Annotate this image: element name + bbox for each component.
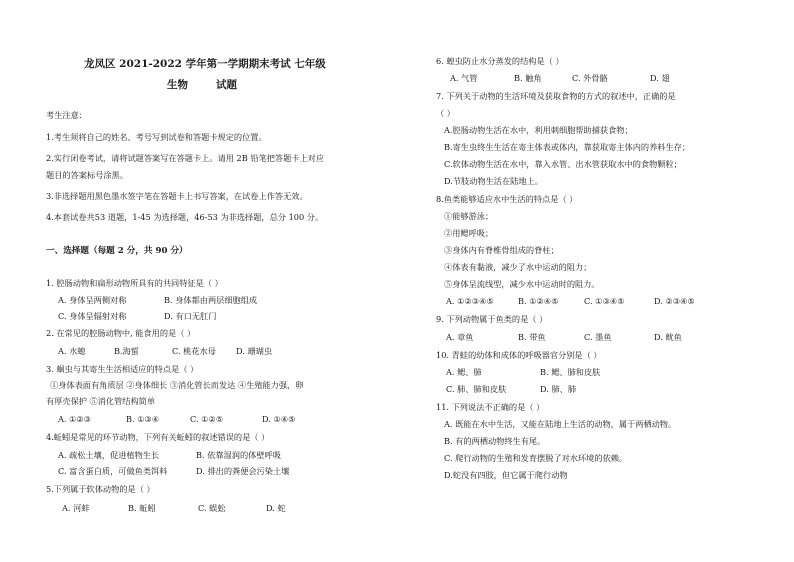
option: D. 鱿鱼 [654, 332, 682, 342]
question-stem: 11. 下列说法不正确的是（ ） [436, 402, 545, 412]
option: D. 肺、肺 [540, 384, 577, 394]
question-item: B.寄生虫终生生活在寄主体表或体内，靠获取寄主体内的养料生存； [444, 142, 691, 152]
question-item: ②用鳃呼吸； [444, 228, 494, 238]
option: B. 触角 [514, 73, 542, 83]
option: A. ①②③ [58, 414, 92, 424]
question-stem: 10. 青蛙的幼体和成体的呼吸器官分别是（ ） [436, 350, 602, 360]
question-stem: 6. 蝗虫防止水分蒸发的结构是（ ） [436, 56, 564, 66]
exam-title: 龙凤区 2021-2022 学年第一学期期末考试 七年级 [84, 58, 326, 70]
question-item: ④体表有黏液，减少了水中运动的阻力； [444, 262, 592, 272]
question-stem: 4.蚯蚓是常见的环节动物，下列有关蚯蚓的叙述错误的是（ ） [46, 432, 270, 442]
option: B. ①②④⑤ [518, 296, 559, 306]
option: A. 疏松土壤，促进植物生长 [58, 450, 160, 460]
option: D. 蛇 [266, 503, 286, 513]
question-item: D.节肢动物生活在陆地上。 [444, 176, 543, 186]
exam-paper: 试题 [216, 79, 237, 91]
option: D. ①④⑤ [262, 414, 296, 424]
option: B. 身体都由两层细胞组成 [164, 295, 258, 305]
option: A. 章鱼 [446, 332, 474, 342]
option: A. 河蚌 [62, 503, 90, 513]
option: C. 富含蛋白质，可做鱼类饵料 [58, 466, 168, 476]
option: C. 墨鱼 [584, 332, 612, 342]
question-item: A. 既能在水中生活，又能在陆地上生活的动物，属于两栖动物。 [444, 419, 677, 429]
option: A. 水螅 [58, 346, 86, 356]
notice-item: 题目的答案标号涂黑。 [46, 170, 128, 180]
question-stem: 1. 腔肠动物和扁形动物所具有的共同特征是（ ） [46, 278, 223, 288]
option: A. 气管 [450, 73, 478, 83]
option: C. 桃花水母 [172, 346, 216, 356]
section-heading: 一、选择题（每题 2 分，共 90 分） [46, 246, 188, 256]
question-item: A.腔肠动物生活在水中，利用刺细胞帮助捕获食物； [444, 125, 633, 135]
question-stem: 3. 蛔虫与其寄生生活相适应的特点是（ ） [46, 364, 199, 374]
option: B. 依靠湿润的体壁呼吸 [196, 450, 281, 460]
question-line: 有厚壳保护 ⑤消化管结构简单 [46, 396, 156, 406]
question-item: C. 爬行动物的生殖和发育摆脱了对水环境的依赖。 [444, 453, 628, 463]
option: C. 蜈蚣 [198, 503, 226, 513]
notice-heading: 考生注意： [46, 110, 87, 120]
question-stem: 7. 下列关于动物的生活环境及获取食物的方式的叙述中，正确的是 [436, 91, 676, 101]
notice-item: 3.非选择题用黑色墨水签字笔在答题卡上书写答案，在试卷上作答无效。 [46, 191, 308, 201]
option: D. 珊瑚虫 [236, 346, 273, 356]
question-line: ①身体表面有角质层 ②身体细长 ③消化管长而发达 ④生殖能力强，卵 [50, 380, 304, 390]
option: C. ①②⑤ [190, 414, 224, 424]
question-item: ③身体内有脊椎骨组成的脊柱； [444, 245, 559, 255]
question-stem: 5.下列属于软体动物的是（ ） [46, 484, 155, 494]
exam-subject: 生物 [167, 79, 188, 91]
notice-item: 1.考生须将自己的姓名、考号写到试卷和答题卡规定的位置。 [46, 132, 267, 142]
question-paren: （ ） [436, 108, 455, 118]
option: D. 翅 [650, 73, 670, 83]
option: C. ①③④⑤ [584, 296, 625, 306]
option: B. ①③④ [126, 414, 160, 424]
notice-item: 2.实行闭卷考试，请将试题答案写在答题卡上。请用 2B 铅笔把答题卡上对应 [46, 153, 325, 163]
option: D. 排出的粪便会污染土壤 [196, 466, 290, 476]
option: D. 有口无肛门 [164, 311, 217, 321]
option: A. 鳃、肺 [446, 367, 482, 377]
option: A. 身体呈两侧对称 [58, 295, 127, 305]
option: C. 外骨骼 [572, 73, 608, 83]
option: B. 带鱼 [518, 332, 546, 342]
question-stem: 8.鱼类能够适应水中生活的特点是（ ） [436, 194, 578, 204]
option: B. 蚯蚓 [128, 503, 156, 513]
question-stem: 9. 下列动物属于鱼类的是（ ） [436, 314, 548, 324]
option: B.海蜇 [114, 346, 139, 356]
question-item: ①能够游泳； [444, 211, 494, 221]
question-item: D.蛇没有四肢，但它属于爬行动物 [444, 470, 568, 480]
option: C. 身体呈辐射对称 [58, 311, 127, 321]
notice-item: 4.本套试卷共53 道题，1-45 为选择题，46-53 为非选择题，总分 100 分。 [46, 212, 324, 222]
question-item: ⑤身体呈流线型，减少水中运动时的阻力。 [444, 279, 600, 289]
option: B. 鳃、肺和皮肤 [540, 367, 601, 377]
option: D. ②③④⑤ [654, 296, 695, 306]
option: A. ①②③④⑤ [446, 296, 494, 306]
question-stem: 2. 在常见的腔肠动物中, 能食用的是（ ） [46, 328, 196, 338]
question-item: C.软体动物生活在水中，靠入水管、出水管获取水中的食物颗粒； [444, 159, 682, 169]
option: C. 肺、肺和皮肤 [446, 384, 507, 394]
question-item: B. 有的两栖动物终生有尾。 [444, 436, 546, 446]
